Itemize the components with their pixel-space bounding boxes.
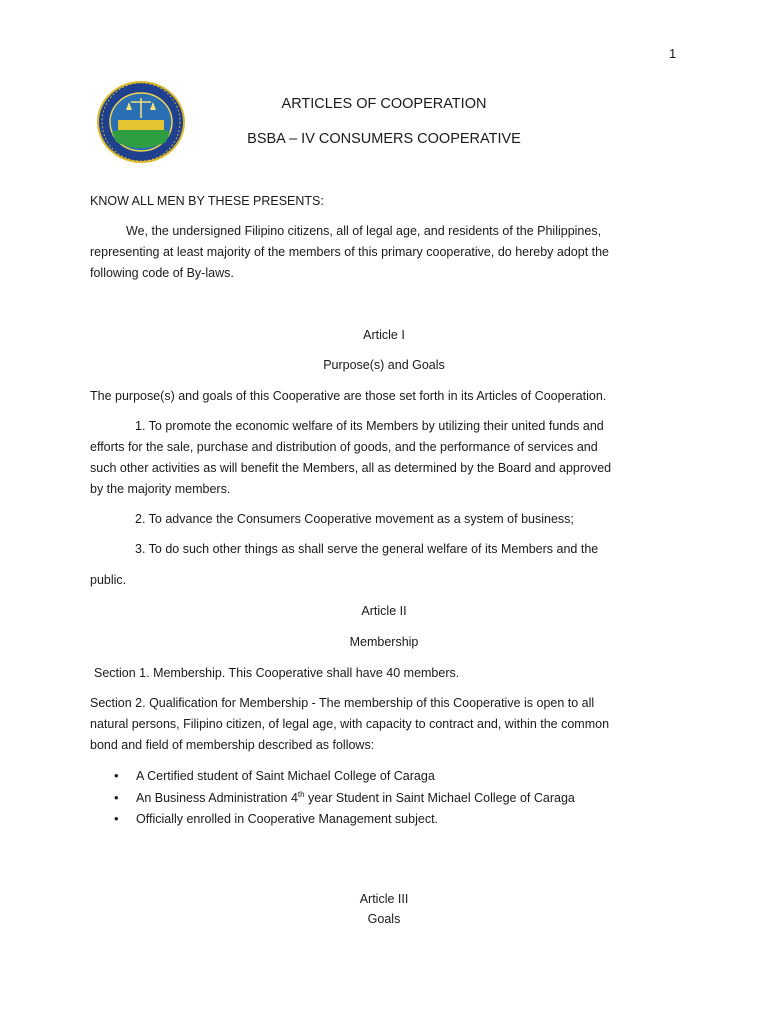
article-2-subheading: Membership <box>349 635 419 649</box>
bullet-item-3: Officially enrolled in Cooperative Management subject. <box>136 812 439 826</box>
page-number: 1 <box>669 46 677 61</box>
intro-line: following code of By-laws. <box>90 266 234 280</box>
section-2-line: natural persons, Filipino citizen, of legal age, with capacity to contract and, within the common <box>90 717 610 731</box>
purpose-item-3: 3. To do such other things as shall serve the general welfare of its Members and the <box>135 542 599 556</box>
section-2-line: bond and field of membership described as follows: <box>90 738 375 752</box>
bullet-item-2-post: year Student in Saint Michael College of Caraga <box>304 791 575 805</box>
article-1-heading: Article I <box>363 328 405 342</box>
purpose-item-1-line: such other activities as will benefit the Members, all as determined by the Board and approved <box>90 461 612 475</box>
article-3-heading: Article III <box>359 892 409 906</box>
bullet-item-2-pre: An Business Administration 4 <box>136 791 298 805</box>
seal-banner <box>118 120 164 130</box>
purpose-item-1-line: 1. To promote the economic welfare of its Members by utilizing their united funds and <box>135 419 604 433</box>
intro-line: We, the undersigned Filipino citizens, all of legal age, and residents of the Philippines, <box>126 224 602 238</box>
article-1-subheading: Purpose(s) and Goals <box>323 358 445 372</box>
bullet-item-2 <box>136 791 575 805</box>
article-1-intro: The purpose(s) and goals of this Cooperative are those set forth in its Articles of Cooperation. <box>90 389 607 403</box>
purpose-item-1-line: by the majority members. <box>90 482 231 496</box>
cooperative-seal-logo <box>96 80 186 164</box>
document-title: ARTICLES OF COOPERATION <box>281 96 487 112</box>
bullet-icon: • <box>114 768 119 783</box>
section-2-line: Section 2. Qualification for Membership - The membership of this Cooperative is open to all <box>90 696 595 710</box>
salutation: KNOW ALL MEN BY THESE PRESENTS: <box>90 194 324 208</box>
article-2-heading: Article II <box>361 604 407 618</box>
section-1: Section 1. Membership. This Cooperative shall have 40 members. <box>94 666 460 680</box>
purpose-item-2: 2. To advance the Consumers Cooperative movement as a system of business; <box>135 512 574 526</box>
purpose-item-1-line: efforts for the sale, purchase and distribution of goods, and the performance of services and <box>90 440 598 454</box>
bullet-icon: • <box>114 790 119 805</box>
bullet-item-2-ordinal: th <box>297 789 305 799</box>
intro-line: representing at least majority of the members of this primary cooperative, do hereby adopt the <box>90 245 610 259</box>
cooperative-name: BSBA – IV CONSUMERS COOPERATIVE <box>247 131 521 147</box>
bullet-item-1: A Certified student of Saint Michael College of Caraga <box>136 769 435 783</box>
purpose-item-3-cont: public. <box>90 573 127 587</box>
bullet-icon: • <box>114 811 119 826</box>
article-3-subheading: Goals <box>367 912 401 926</box>
